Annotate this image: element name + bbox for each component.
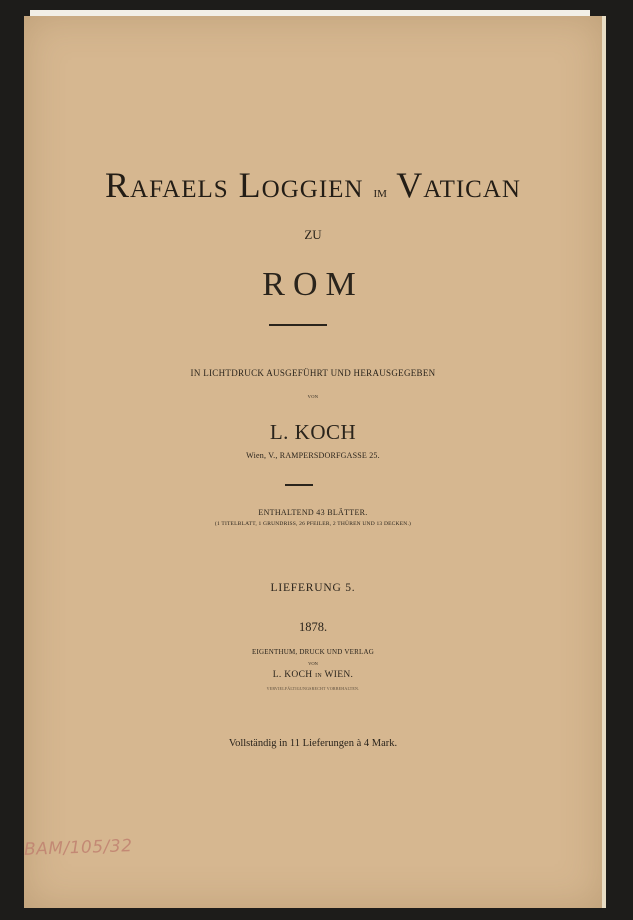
divider-rule — [269, 324, 327, 326]
title-part-1: Rafaels Loggien — [105, 165, 364, 205]
reserved-note: VERVIELFÄLTIGUNGSRECHT VORBEHALTEN. — [266, 686, 360, 691]
author-name: L. KOCH — [269, 420, 357, 444]
lieferung-line: LIEFERUNG 5. — [270, 582, 356, 594]
lichtdruck-line: IN LICHTDRUCK AUSGEFÜHRT UND HERAUSGEGEBEN — [190, 368, 436, 378]
main-title — [24, 164, 602, 206]
contents-line: ENTHALTEND 43 BLÄTTER. — [258, 508, 368, 517]
year-line: 1878. — [298, 620, 328, 634]
von-line: VON — [307, 394, 319, 399]
title-part-2: Vatican — [396, 165, 521, 205]
publisher-city: WIEN. — [324, 670, 354, 680]
publisher-line — [24, 670, 602, 680]
handwritten-shelfmark: BAM/105/32 — [23, 836, 133, 860]
subtitle-zu: zu — [304, 223, 322, 244]
paper-edge — [602, 16, 606, 908]
subtitle-rom: ROM — [262, 266, 364, 303]
publisher-note: EIGENTHUM, DRUCK UND VERLAG — [252, 648, 374, 656]
publisher-in: IN — [315, 673, 322, 679]
von-line-2: VON — [308, 661, 318, 666]
footer-line: Vollständig in 11 Lieferungen à 4 Mark. — [228, 738, 398, 749]
divider-rule-short — [285, 484, 313, 486]
author-address: Wien, V., RAMPERSDORFGASSE 25. — [246, 451, 380, 460]
title-connector: im — [373, 185, 387, 201]
title-page — [24, 16, 602, 908]
contents-detail-line: (1 TITELBLATT, 1 GRUNDRISS, 26 PFEILER, 2 THÜREN UND 13 DECKEN.) — [214, 521, 412, 527]
publisher-name: L. KOCH — [272, 670, 313, 680]
